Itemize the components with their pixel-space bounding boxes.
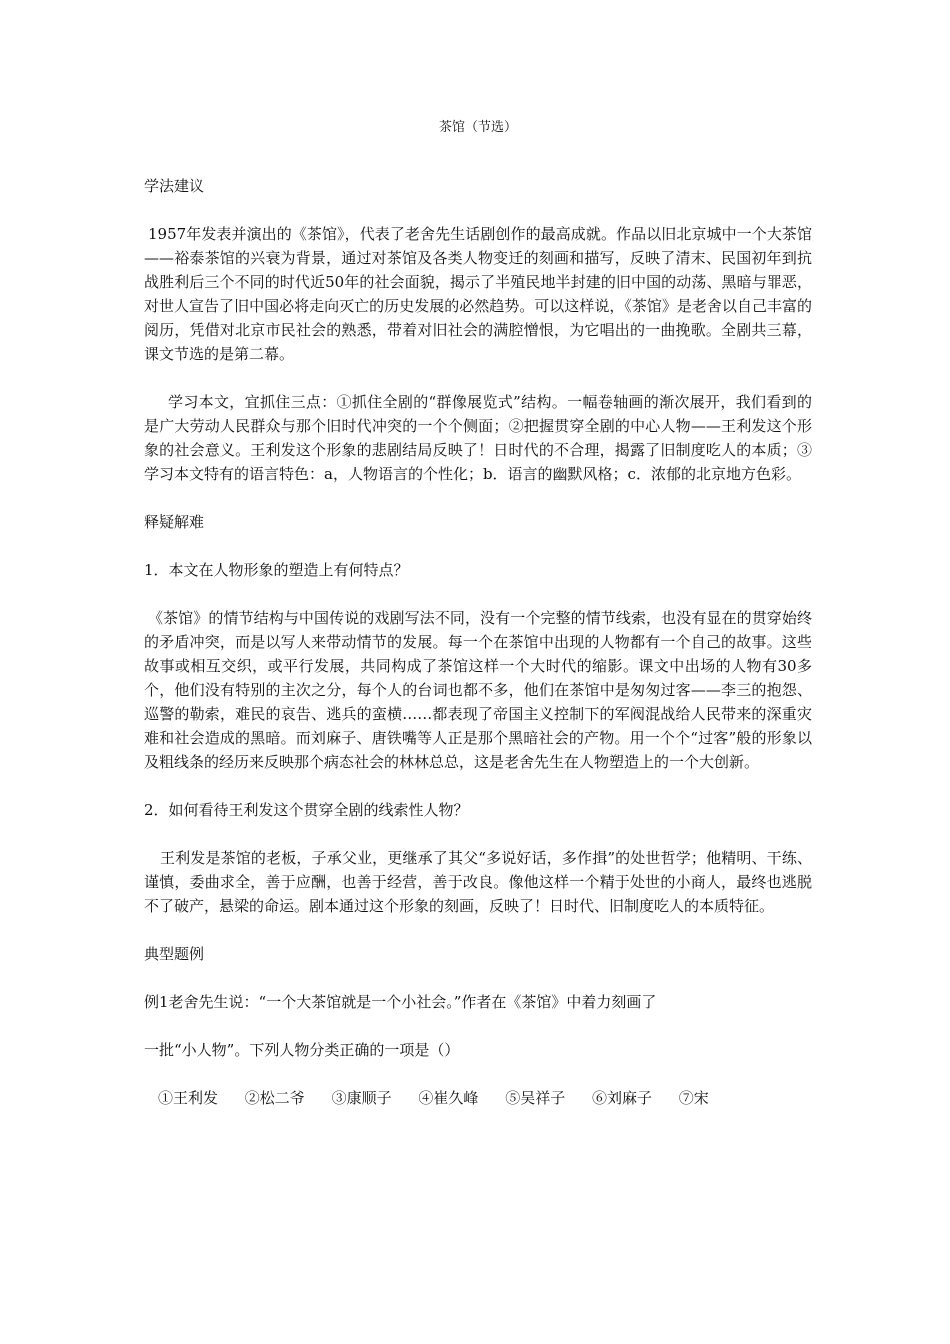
- document-title: 茶馆（节选）: [438, 120, 517, 135]
- question-1: 1．本文在人物形象的塑造上有何特点？: [144, 561, 409, 579]
- option-item: ⑤吴祥子: [505, 1089, 566, 1107]
- option-item: ⑦宋: [678, 1089, 709, 1107]
- option-item: ①王利发: [158, 1089, 219, 1107]
- document-page: [144, 118, 812, 1110]
- section-heading-explanation: 释疑解难: [144, 513, 205, 531]
- question-2: 2．如何看待王利发这个贯穿全剧的线索性人物？: [144, 801, 469, 819]
- option-item: ③康顺子: [331, 1089, 392, 1107]
- study-advice-paragraph-2: 学习本文，宜抓住三点：①抓住全剧的“群像展览式”结构。一幅卷轴画的渐次展开，我们看到的是广大劳动人民群众与那个旧时代冲突的一个个侧面；②把握贯穿全剧的中心人物——王利发这个形象的社会意义。王利发这个形象的悲剧结局反映了！日时代的不合理，揭露了旧制度吃人的本质；③学习本文特有的语言特色：a，人物语言的个性化；b．语言的幽默风格；c．浓郁的北京地方色彩。: [144, 393, 812, 483]
- example-1-line-2: 一批“小人物”。下列人物分类正确的一项是（）: [144, 1041, 460, 1059]
- study-advice-paragraph-1: 1957年发表并演出的《茶馆》，代表了老舍先生话剧创作的最高成就。作品以旧北京城中一个大茶馆——裕泰茶馆的兴衰为背景，通过对茶馆及各类人物变迁的刻画和描写，反映了清末、民国初年到抗战胜利后三个不同的时代近50年的社会面貌，揭示了半殖民地半封建的旧中国的动荡、黑暗与罪恶，对世人宣告了旧中国必将走向灭亡的历史发展的必然趋势。可以这样说，《茶馆》是老舍以自己丰富的阅历，凭借对北京市民社会的熟悉，带着对旧社会的满腔憎恨，为它唱出的一曲挽歌。全剧共三幕，课文节选的是第二幕。: [144, 225, 812, 363]
- section-heading-study-advice: 学法建议: [144, 177, 205, 195]
- option-item: ⑥刘麻子: [591, 1089, 652, 1107]
- example-1-line-1: 例1老舍先生说：“一个大茶馆就是一个小社会。”作者在《茶馆》中着力刻画了: [144, 993, 657, 1011]
- example-1-options: [144, 1086, 812, 1110]
- answer-2: 王利发是茶馆的老板，子承父业，更继承了其父“多说好话，多作揖”的处世哲学；他精明、干练、谨慎，委曲求全，善于应酬，也善于经营，善于改良。像他这样一个精于处世的小商人，最终也逃脱不了破产，悬梁的命运。剧本通过这个形象的刻画，反映了！日时代、旧制度吃人的本质特征。: [144, 849, 812, 915]
- option-item: ②松二爷: [244, 1089, 305, 1107]
- answer-1: 《茶馆》的情节结构与中国传说的戏剧写法不同，没有一个完整的情节线索，也没有显在的贯穿始终的矛盾冲突，而是以写人来带动情节的发展。每一个在茶馆中出现的人物都有一个自己的故事。这些故事或相互交织，或平行发展，共同构成了茶馆这样一个大时代的缩影。课文中出场的人物有30多个，他们没有特别的主次之分，每个人的台词也都不多，他们在茶馆中是匆匆过客——李三的抱怨、巡警的勒索，难民的哀告、逃兵的蛮横……都表现了帝国主义控制下的军阀混战给人民带来的深重灾难和社会造成的黑暗。而刘麻子、唐铁嘴等人正是那个黑暗社会的产物。用一个个“过客”般的形象以及粗线条的经历来反映那个病态社会的林林总总，这是老舍先生在人物塑造上的一个大创新。: [144, 609, 812, 771]
- section-heading-examples: 典型题例: [144, 945, 205, 963]
- option-item: ④崔久峰: [418, 1089, 479, 1107]
